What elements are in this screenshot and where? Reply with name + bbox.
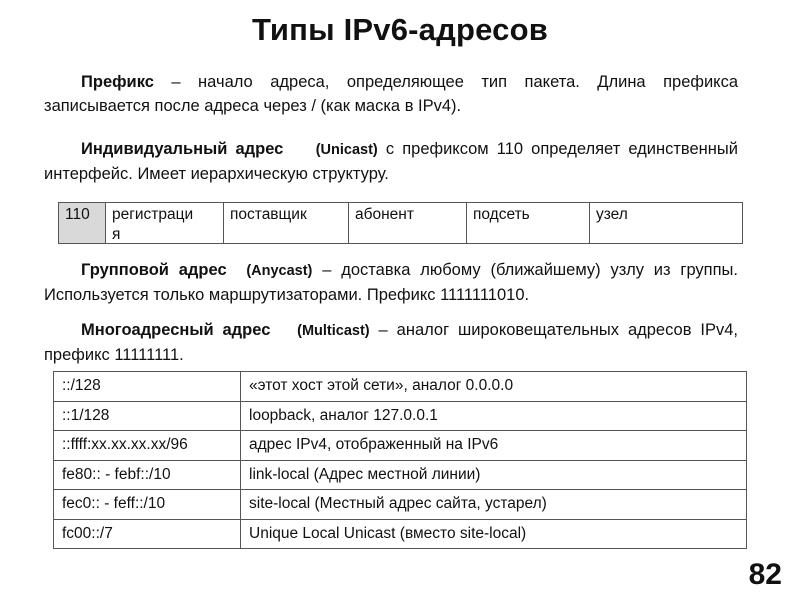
- table-row: [54, 490, 747, 520]
- address-description-cell: Unique Local Unicast (вместо site-local): [241, 519, 747, 549]
- unicast-structure-row: [59, 203, 743, 244]
- anycast-text: – доставка любому (ближайшему) узлу из группы. Используется только маршрутизаторами. Префикс 1111111010.: [44, 261, 738, 304]
- table-row: [54, 519, 747, 549]
- table-row: [54, 460, 747, 490]
- address-prefix-cell: fe80:: - febf::/10: [54, 460, 241, 490]
- unicast-term: Индивидуальный адрес: [81, 140, 284, 158]
- address-description-cell: site-local (Местный адрес сайта, устарел): [241, 490, 747, 520]
- structure-cell-registry-wrap: я: [112, 226, 121, 243]
- prefix-paragraph: [44, 70, 738, 118]
- address-prefix-cell: fec0:: - feff::/10: [54, 490, 241, 520]
- address-description-cell: loopback, аналог 127.0.0.1: [241, 401, 747, 431]
- structure-cell-subnet: подсеть: [467, 203, 590, 244]
- address-prefix-cell: fc00::/7: [54, 519, 241, 549]
- unicast-structure-table: [58, 202, 743, 244]
- structure-cell-subscriber: абонент: [349, 203, 467, 244]
- multicast-text: – аналог широковещательных адресов IPv4, префикс 11111111.: [44, 321, 738, 364]
- multicast-term: Многоадресный адрес: [81, 321, 271, 339]
- prefix-term: Префикс: [81, 73, 154, 91]
- table-row: [54, 372, 747, 402]
- structure-cell-provider: поставщик: [224, 203, 349, 244]
- page-number: 82: [748, 558, 782, 591]
- structure-cell-prefix: 110: [59, 203, 106, 244]
- structure-cell-node: узел: [590, 203, 743, 244]
- multicast-term-en: (Multicast): [297, 323, 370, 339]
- address-types-table: [53, 371, 747, 549]
- anycast-term: Групповой адрес: [81, 261, 227, 279]
- multicast-paragraph: [44, 318, 738, 367]
- address-description-cell: «этот хост этой сети», аналог 0.0.0.0: [241, 372, 747, 402]
- address-prefix-cell: ::1/128: [54, 401, 241, 431]
- prefix-text: – начало адреса, определяющее тип пакета. Длина префикса записывается после адреса через / (как маска в IPv4).: [44, 73, 738, 115]
- unicast-term-en: (Unicast): [315, 142, 378, 158]
- unicast-text: с префиксом 110 определяет единственный интерфейс. Имеет иерархическую структуру.: [44, 140, 738, 183]
- table-row: [54, 401, 747, 431]
- structure-cell-registry-text: регистраци: [112, 206, 194, 223]
- address-description-cell: link-local (Адрес местной линии): [241, 460, 747, 490]
- anycast-term-en: (Anycast): [246, 263, 313, 279]
- address-description-cell: адрес IPv4, отображенный на IPv6: [241, 431, 747, 461]
- address-prefix-cell: ::ffff:xx.xx.xx.xx/96: [54, 431, 241, 461]
- anycast-paragraph: [44, 258, 738, 307]
- table-row: [54, 431, 747, 461]
- page-title: Типы IPv6-адресов: [251, 12, 549, 47]
- structure-cell-registry: [106, 203, 224, 244]
- address-prefix-cell: ::/128: [54, 372, 241, 402]
- unicast-paragraph: [44, 137, 738, 186]
